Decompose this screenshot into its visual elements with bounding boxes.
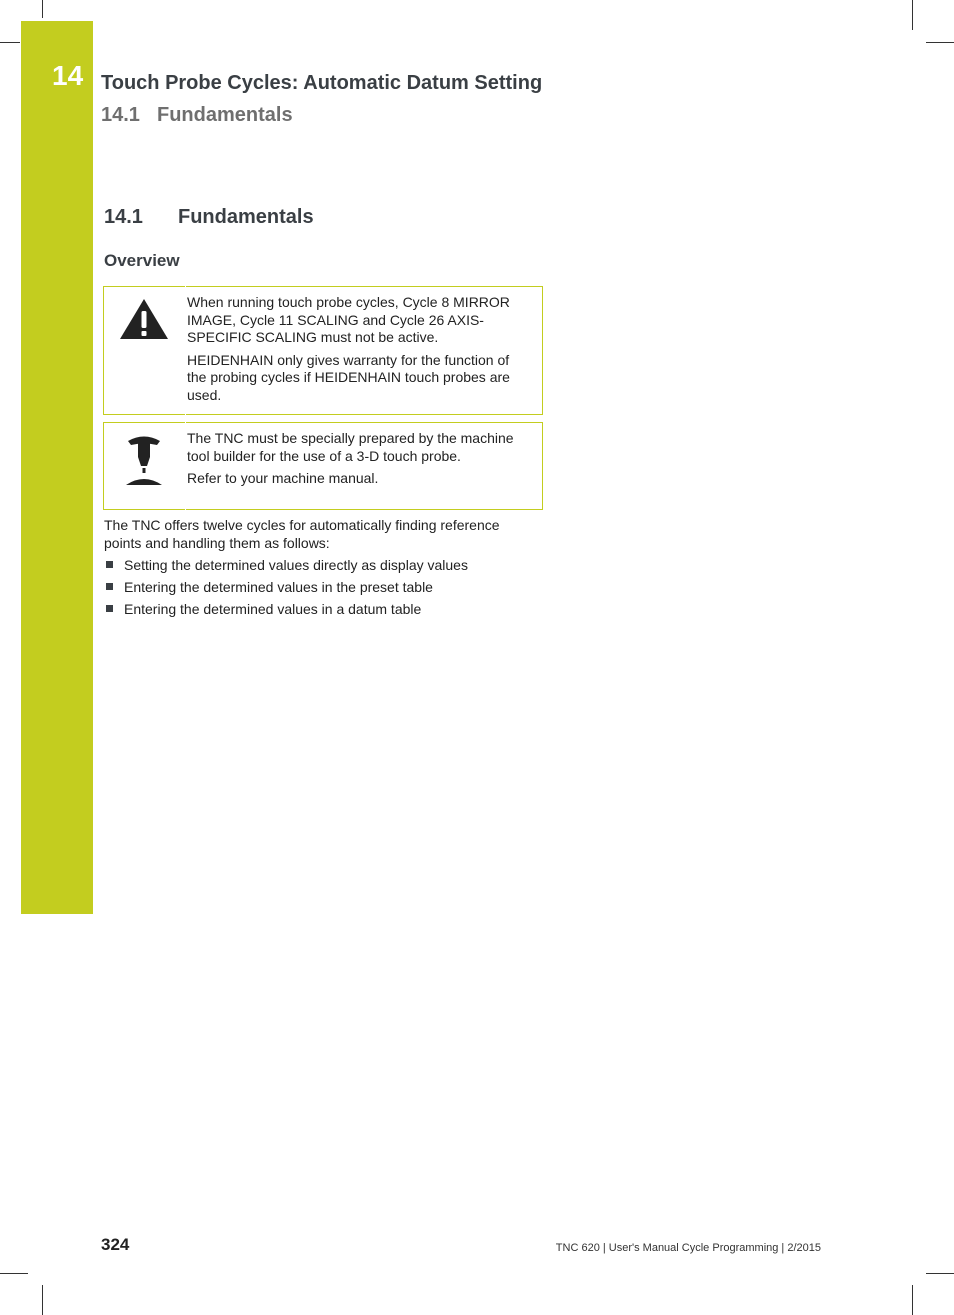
chapter-sidebar: [21, 21, 93, 914]
warning-note: [103, 286, 543, 415]
chapter-number: 14: [52, 60, 84, 91]
section-title: Fundamentals: [178, 206, 314, 228]
crop-mark: [0, 1273, 28, 1274]
page-number: 324: [101, 1235, 130, 1254]
note-divider: [185, 422, 186, 510]
machine-icon: [124, 433, 164, 494]
machine-note: [103, 422, 543, 510]
list-item-text: Setting the determined values directly as display values: [124, 557, 468, 573]
note-paragraph: The TNC must be specially prepared by the machine tool builder for the use of a 3-D touch probe.: [187, 430, 514, 464]
crop-mark: [912, 0, 913, 30]
section-number: 14.1: [104, 206, 143, 228]
list-item: [104, 600, 534, 618]
running-section-number: 14.1: [101, 104, 140, 126]
footer-text: TNC 620 | User's Manual Cycle Programming | 2/2015: [555, 1242, 821, 1254]
list-item: [104, 556, 534, 574]
list-item-text: Entering the determined values in a datum table: [124, 601, 422, 617]
note-paragraph: HEIDENHAIN only gives warranty for the function of the probing cycles if HEIDENHAIN touch probes are used.: [187, 351, 510, 403]
body-content: [104, 516, 534, 622]
bullet-icon: [106, 605, 113, 612]
list-item: [104, 578, 534, 596]
crop-mark: [912, 1285, 913, 1315]
note-text: [187, 430, 532, 493]
crop-mark: [926, 42, 954, 43]
bullet-icon: [106, 561, 113, 568]
subheading: Overview: [104, 251, 180, 270]
intro-paragraph: The TNC offers twelve cycles for automatically finding reference points and handling them as follows:: [104, 517, 500, 551]
list-item-text: Entering the determined values in the preset table: [124, 579, 433, 595]
note-paragraph: Refer to your machine manual.: [187, 470, 379, 486]
note-text: [187, 294, 532, 409]
crop-mark: [926, 1273, 954, 1274]
note-divider: [185, 286, 186, 415]
crop-mark: [42, 0, 43, 18]
running-section-header: [101, 104, 293, 127]
warning-icon: [118, 297, 170, 346]
bullet-icon: [106, 583, 113, 590]
crop-mark: [0, 42, 20, 43]
chapter-title: Touch Probe Cycles: Automatic Datum Setting: [101, 72, 543, 94]
crop-mark: [42, 1285, 43, 1315]
section-heading: [104, 206, 314, 229]
bullet-list: [104, 556, 534, 618]
note-paragraph: When running touch probe cycles, Cycle 8 MIRROR IMAGE, Cycle 11 SCALING and Cycle 26 AXIS-SPECIFIC SCALING must not be active.: [187, 294, 510, 345]
running-section-title: Fundamentals: [157, 104, 293, 126]
